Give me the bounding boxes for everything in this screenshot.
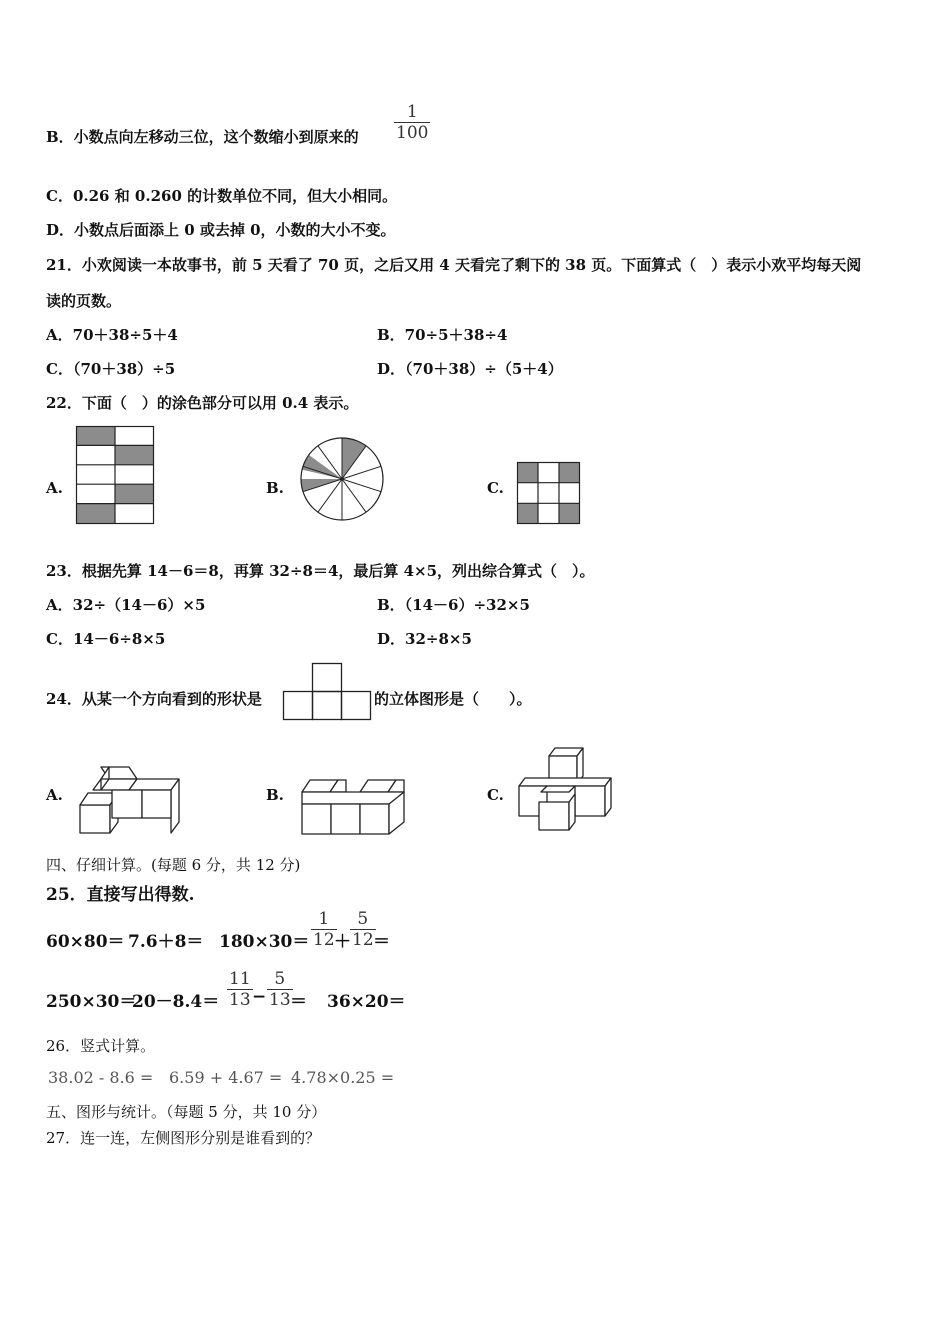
q22-figure-a-grid [76, 426, 154, 524]
q21-stem-line2: 读的页数。 [46, 292, 122, 310]
q25-fraction-1b: 5 12 [352, 909, 374, 950]
q25-minus-sign: − [252, 987, 267, 1007]
q21-option-d: D．（70＋38）÷（5＋4） [377, 360, 563, 378]
q21-option-a: A．70＋38÷5＋4 [46, 326, 178, 344]
q25-item-6: 36×20＝ [327, 992, 406, 1012]
q24-option-c-cubes [517, 746, 613, 832]
q20-option-c: C．0.26 和 0.260 的计数单位不同，但大小相同。 [46, 187, 398, 205]
q22-stem: 22．下面（ ）的涂色部分可以用 0.4 表示。 [46, 394, 359, 412]
q23-stem: 23．根据先算 14－6＝8，再算 32÷8＝4，最后算 4×5，列出综合算式（ ）。 [46, 562, 595, 580]
q25-item-5: 20－8.4＝ [132, 992, 220, 1012]
q21-option-b: B．70÷5＋38÷4 [377, 326, 508, 344]
q24-option-a-cubes [79, 765, 185, 837]
q25-title: 25．直接写出得数. [46, 885, 195, 905]
q20-option-b: B．小数点向左移动三位，这个数缩小到原来的 [46, 128, 359, 146]
q22-label-a: A. [46, 479, 63, 497]
q22-figure-c-grid [517, 462, 580, 524]
q26-item-3: 4.78×0.25 = [291, 1068, 395, 1087]
q21-stem-line1: 21．小欢阅读一本故事书，前 5 天看了 70 页，之后又用 4 天看完了剩下的 38 页。下面算式（ ）表示小欢平均每天阅 [46, 256, 862, 274]
q23-option-c: C．14－6÷8×5 [46, 630, 166, 648]
q20-option-d: D．小数点后面添上 0 或去掉 0，小数的大小不变。 [46, 221, 396, 239]
q24-label-b: B. [266, 786, 284, 804]
q24-label-c: C. [487, 786, 504, 804]
section5-title: 五、图形与统计。（每题 5 分，共 10 分） [46, 1103, 327, 1121]
q25-fraction-1a: 1 12 [313, 909, 335, 950]
q25-item-1: 60×80＝ [46, 932, 125, 952]
q25-fraction-2b: 5 13 [269, 969, 291, 1010]
q25-item-4: 250×30＝ [46, 992, 137, 1012]
q22-figure-b-circle [299, 436, 385, 522]
q22-label-c: C. [487, 479, 504, 497]
q25-equals-1: ＝ [373, 932, 390, 952]
q24-stem-before: 24．从某一个方向看到的形状是 [46, 690, 262, 708]
section4-title: 四、仔细计算。(每题 6 分，共 12 分) [46, 856, 301, 874]
q25-item-2: 7.6＋8＝ [128, 932, 204, 952]
q23-option-a: A．32÷（14－6）×5 [46, 596, 206, 614]
q21-option-c: C．（70＋38）÷5 [46, 360, 176, 378]
q25-item-3: 180×30＝ [219, 932, 310, 952]
q23-option-d: D．32÷8×5 [377, 630, 472, 648]
q26-item-1: 38.02 - 8.6 = [48, 1068, 154, 1087]
q25-fraction-2a: 11 13 [229, 969, 251, 1010]
q26-item-2: 6.59 + 4.67 = [169, 1068, 283, 1087]
q24-stem-after: 的立体图形是（ ）。 [374, 690, 532, 708]
q26-title: 26．竖式计算。 [46, 1037, 156, 1055]
q25-equals-2: ＝ [290, 992, 307, 1012]
q23-option-b: B．（14－6）÷32×5 [377, 596, 530, 614]
q24-view-shape [283, 663, 371, 721]
q24-option-b-cubes [300, 778, 406, 836]
q24-label-a: A. [46, 786, 63, 804]
q27-stem: 27．连一连，左侧图形分别是谁看到的？ [46, 1129, 321, 1147]
q20-option-b-fraction: 1 100 [396, 102, 429, 143]
q25-plus-sign: ＋ [334, 932, 351, 952]
q22-label-b: B. [266, 479, 284, 497]
